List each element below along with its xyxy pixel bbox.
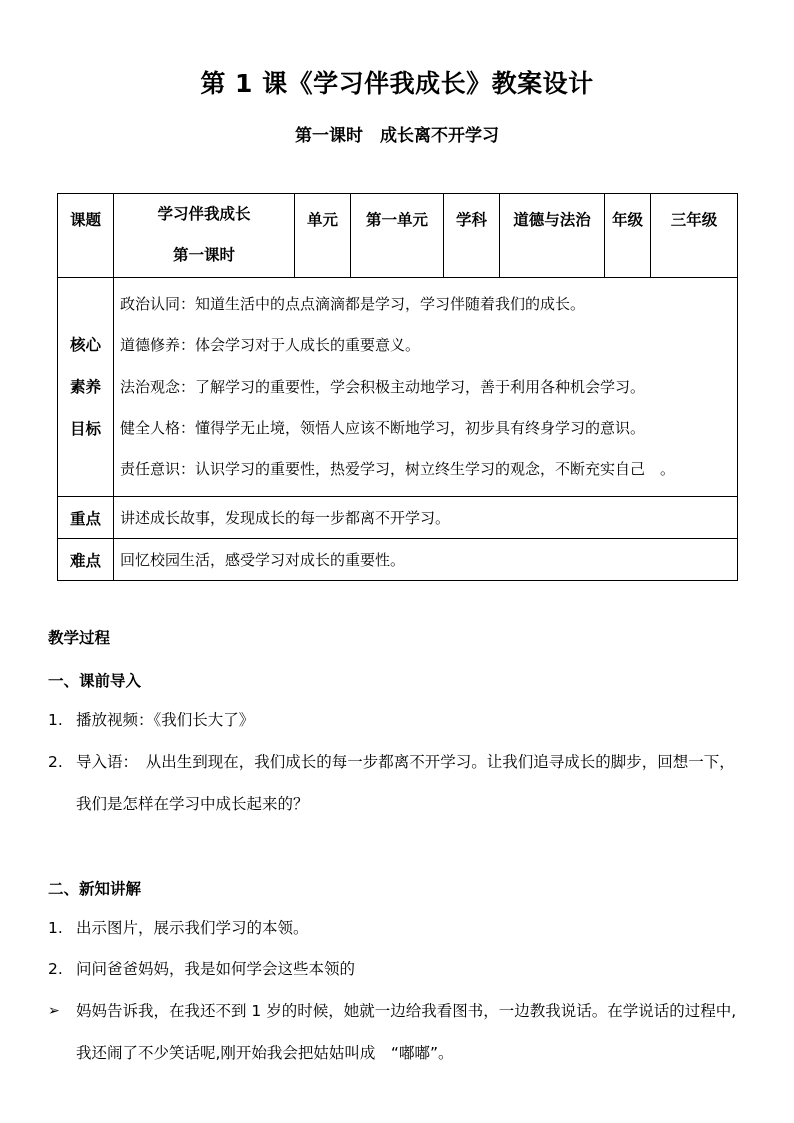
core-goals-row xyxy=(58,278,738,497)
subject-value: 道德与法治 xyxy=(500,194,605,278)
unit-value: 第一单元 xyxy=(351,194,444,278)
table-header-row xyxy=(58,194,738,278)
arrow-bullet-icon: ➢ xyxy=(48,1003,60,1019)
core-goal-item: 责任意识：认识学习的重要性，热爱学习，树立终生学习的观念，不断充实自己 。 xyxy=(120,460,676,479)
core-goal-item: 政治认同：知道生活中的点点滴滴都是学习，学习伴随着我们的成长。 xyxy=(120,295,586,313)
document-title: 第 1 课《学习伴我成长》教案设计 xyxy=(200,69,594,98)
document-subtitle: 第一课时 成长离不开学习 xyxy=(295,126,499,146)
lesson-info-table xyxy=(57,193,738,581)
grade-header: 年级 xyxy=(605,194,651,278)
process-heading: 教学过程 xyxy=(48,629,111,647)
difficulty-text: 回忆校园生活，感受学习对成长的重要性。 xyxy=(114,539,738,581)
unit-header: 单元 xyxy=(295,194,351,278)
topic-cell xyxy=(114,194,295,278)
core-goal-item: 道德修养：体会学习对于人成长的重要意义。 xyxy=(120,336,421,355)
topic-header: 课题 xyxy=(58,194,114,278)
difficulty-row xyxy=(58,539,738,581)
key-point-row xyxy=(58,497,738,539)
core-goal-item: 法治观念：了解学习的重要性，学会积极主动地学习，善于利用各种机会学习。 xyxy=(120,377,646,396)
section-intro-heading: 一、课前导入 xyxy=(48,672,142,690)
topic-period: 第一课时 xyxy=(172,246,235,264)
core-goals-list xyxy=(114,278,738,497)
core-goal-item: 健全人格：懂得学无止境，领悟人应该不断地学习，初步具有终身学习的意识。 xyxy=(120,418,646,437)
core-goals-label: 核心 素养 目标 xyxy=(58,278,114,497)
section-new-knowledge-heading: 二、新知讲解 xyxy=(48,880,142,898)
topic-name: 学习伴我成长 xyxy=(157,205,251,223)
grade-value: 三年级 xyxy=(651,194,738,278)
difficulty-label: 难点 xyxy=(58,539,114,581)
key-point-text: 讲述成长故事，发现成长的每一步都离不开学习。 xyxy=(114,497,738,539)
key-point-label: 重点 xyxy=(58,497,114,539)
subject-header: 学科 xyxy=(444,194,500,278)
